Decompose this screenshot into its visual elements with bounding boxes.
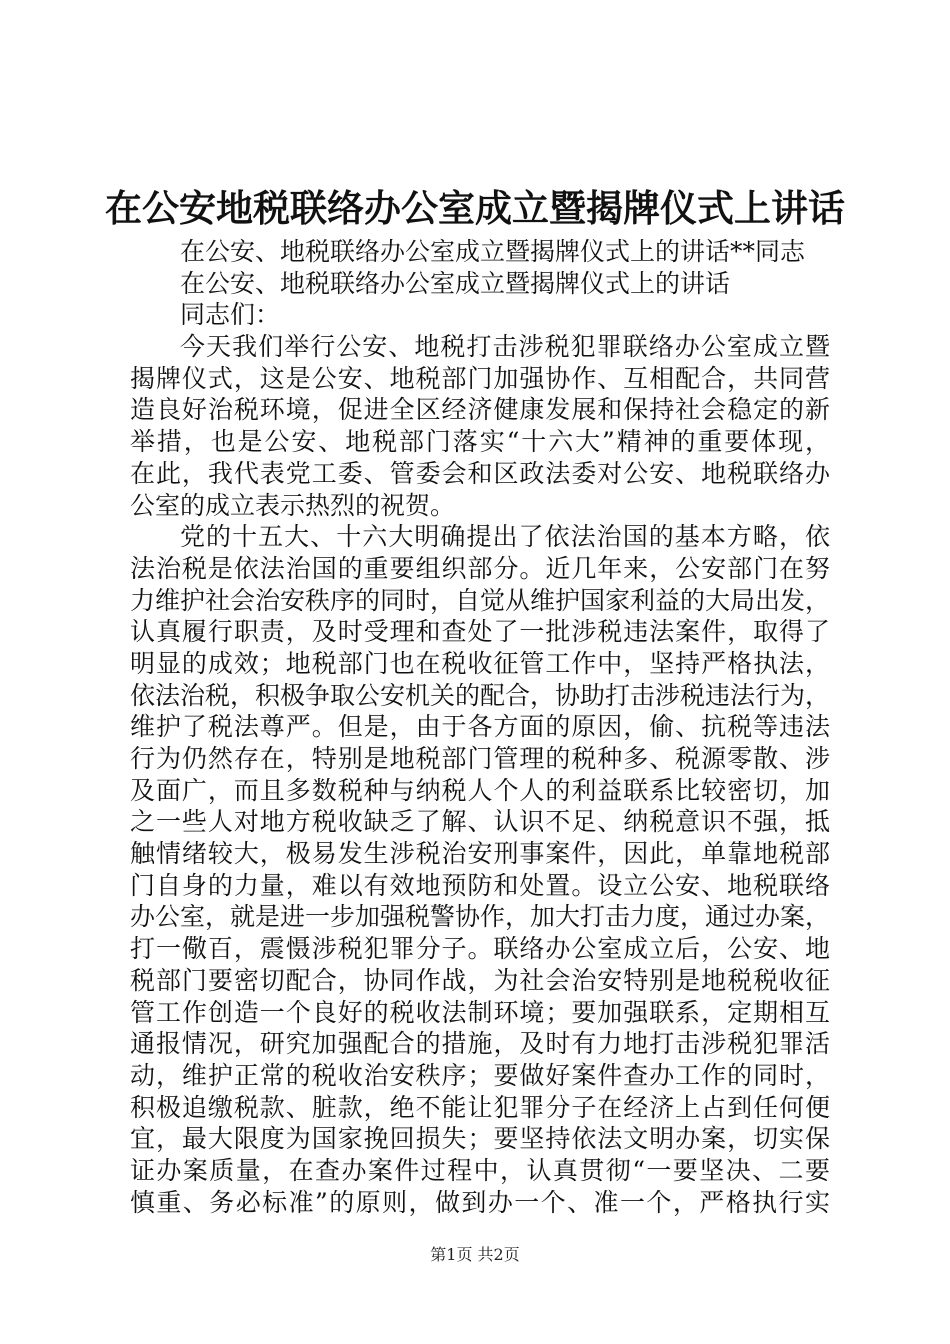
body-line: 在公安、地税联络办公室成立暨揭牌仪式上的讲话**同志	[180, 237, 806, 266]
body-line: 依法治税，积极争取公安机关的配合，协助打击涉税违法行为，	[130, 680, 831, 710]
body-line: 明显的成效；地税部门也在税收征管工作中，坚持严格执法，	[130, 648, 830, 678]
body-line: 通报情况，研究加强配合的措施，及时有力地打击涉税犯罪活	[130, 1029, 830, 1059]
body-line: 管工作创造一个良好的税收法制环境；要加强联系，定期相互	[130, 997, 830, 1027]
document-body	[130, 236, 830, 1218]
body-line: 举措，也是公安、地税部门落实“十六大”精神的重要体现，	[130, 427, 830, 457]
body-line: 门自身的力量，难以有效地预防和处置。设立公安、地税联络	[130, 870, 830, 900]
body-line: 触情绪较大，极易发生涉税治安刑事案件，因此，单靠地税部	[130, 839, 830, 869]
body-line: 认真履行职责，及时受理和查处了一批涉税违法案件，取得了	[130, 617, 830, 647]
body-line: 行为仍然存在，特别是地税部门管理的税种多、税源零散、涉	[130, 744, 830, 773]
body-line: 打一儆百，震慑涉税犯罪分子。联络办公室成立后，公安、地	[130, 934, 830, 964]
body-line: 揭牌仪式，这是公安、地税部门加强协作、互相配合，共同营	[130, 363, 830, 393]
body-line: 力维护社会治安秩序的同时，自觉从维护国家利益的大局出发，	[130, 585, 831, 615]
body-line: 动，维护正常的税收治安秩序；要做好案件查办工作的同时，	[130, 1060, 830, 1090]
body-line: 之一些人对地方税收缺乏了解、认识不足、纳税意识不强，抵	[130, 807, 830, 837]
body-line: 在公安、地税联络办公室成立暨揭牌仪式上的讲话	[180, 268, 731, 298]
document-title: 在公安地税联络办公室成立暨揭牌仪式上讲话	[105, 186, 845, 230]
body-line: 同志们：	[180, 300, 281, 330]
body-line: 宜，最大限度为国家挽回损失；要坚持依法文明办案，切实保	[130, 1124, 830, 1154]
body-line: 积极追缴税款、脏款，绝不能让犯罪分子在经济上占到任何便	[130, 1092, 830, 1122]
body-line: 及面广，而且多数税种与纳税人个人的利益联系比较密切，加	[130, 775, 830, 805]
body-line: 造良好治税环境，促进全区经济健康发展和保持社会稳定的新	[130, 395, 830, 425]
body-line: 在此，我代表党工委、管委会和区政法委对公安、地税联络办	[130, 458, 830, 488]
body-line: 税部门要密切配合，协同作战，为社会治安特别是地税税收征	[130, 965, 830, 995]
body-line: 公室的成立表示热烈的祝贺。	[130, 490, 456, 520]
page-footer: 第1页 共2页	[430, 1245, 520, 1264]
body-line: 维护了税法尊严。但是，由于各方面的原因，偷、抗税等违法	[130, 712, 830, 742]
body-line: 法治税是依法治国的重要组织部分。近几年来，公安部门在努	[130, 553, 830, 583]
body-line: 慎重、务必标准”的原则，做到办一个、准一个，严格执行实	[130, 1187, 830, 1217]
body-line: 证办案质量，在查办案件过程中，认真贯彻“一要坚决、二要	[130, 1155, 830, 1185]
body-line: 今天我们举行公安、地税打击涉税犯罪联络办公室成立暨	[180, 332, 830, 362]
body-line: 党的十五大、十六大明确提出了依法治国的基本方略，依	[180, 522, 830, 552]
body-line: 办公室，就是进一步加强税警协作，加大打击力度，通过办案，	[130, 902, 831, 932]
